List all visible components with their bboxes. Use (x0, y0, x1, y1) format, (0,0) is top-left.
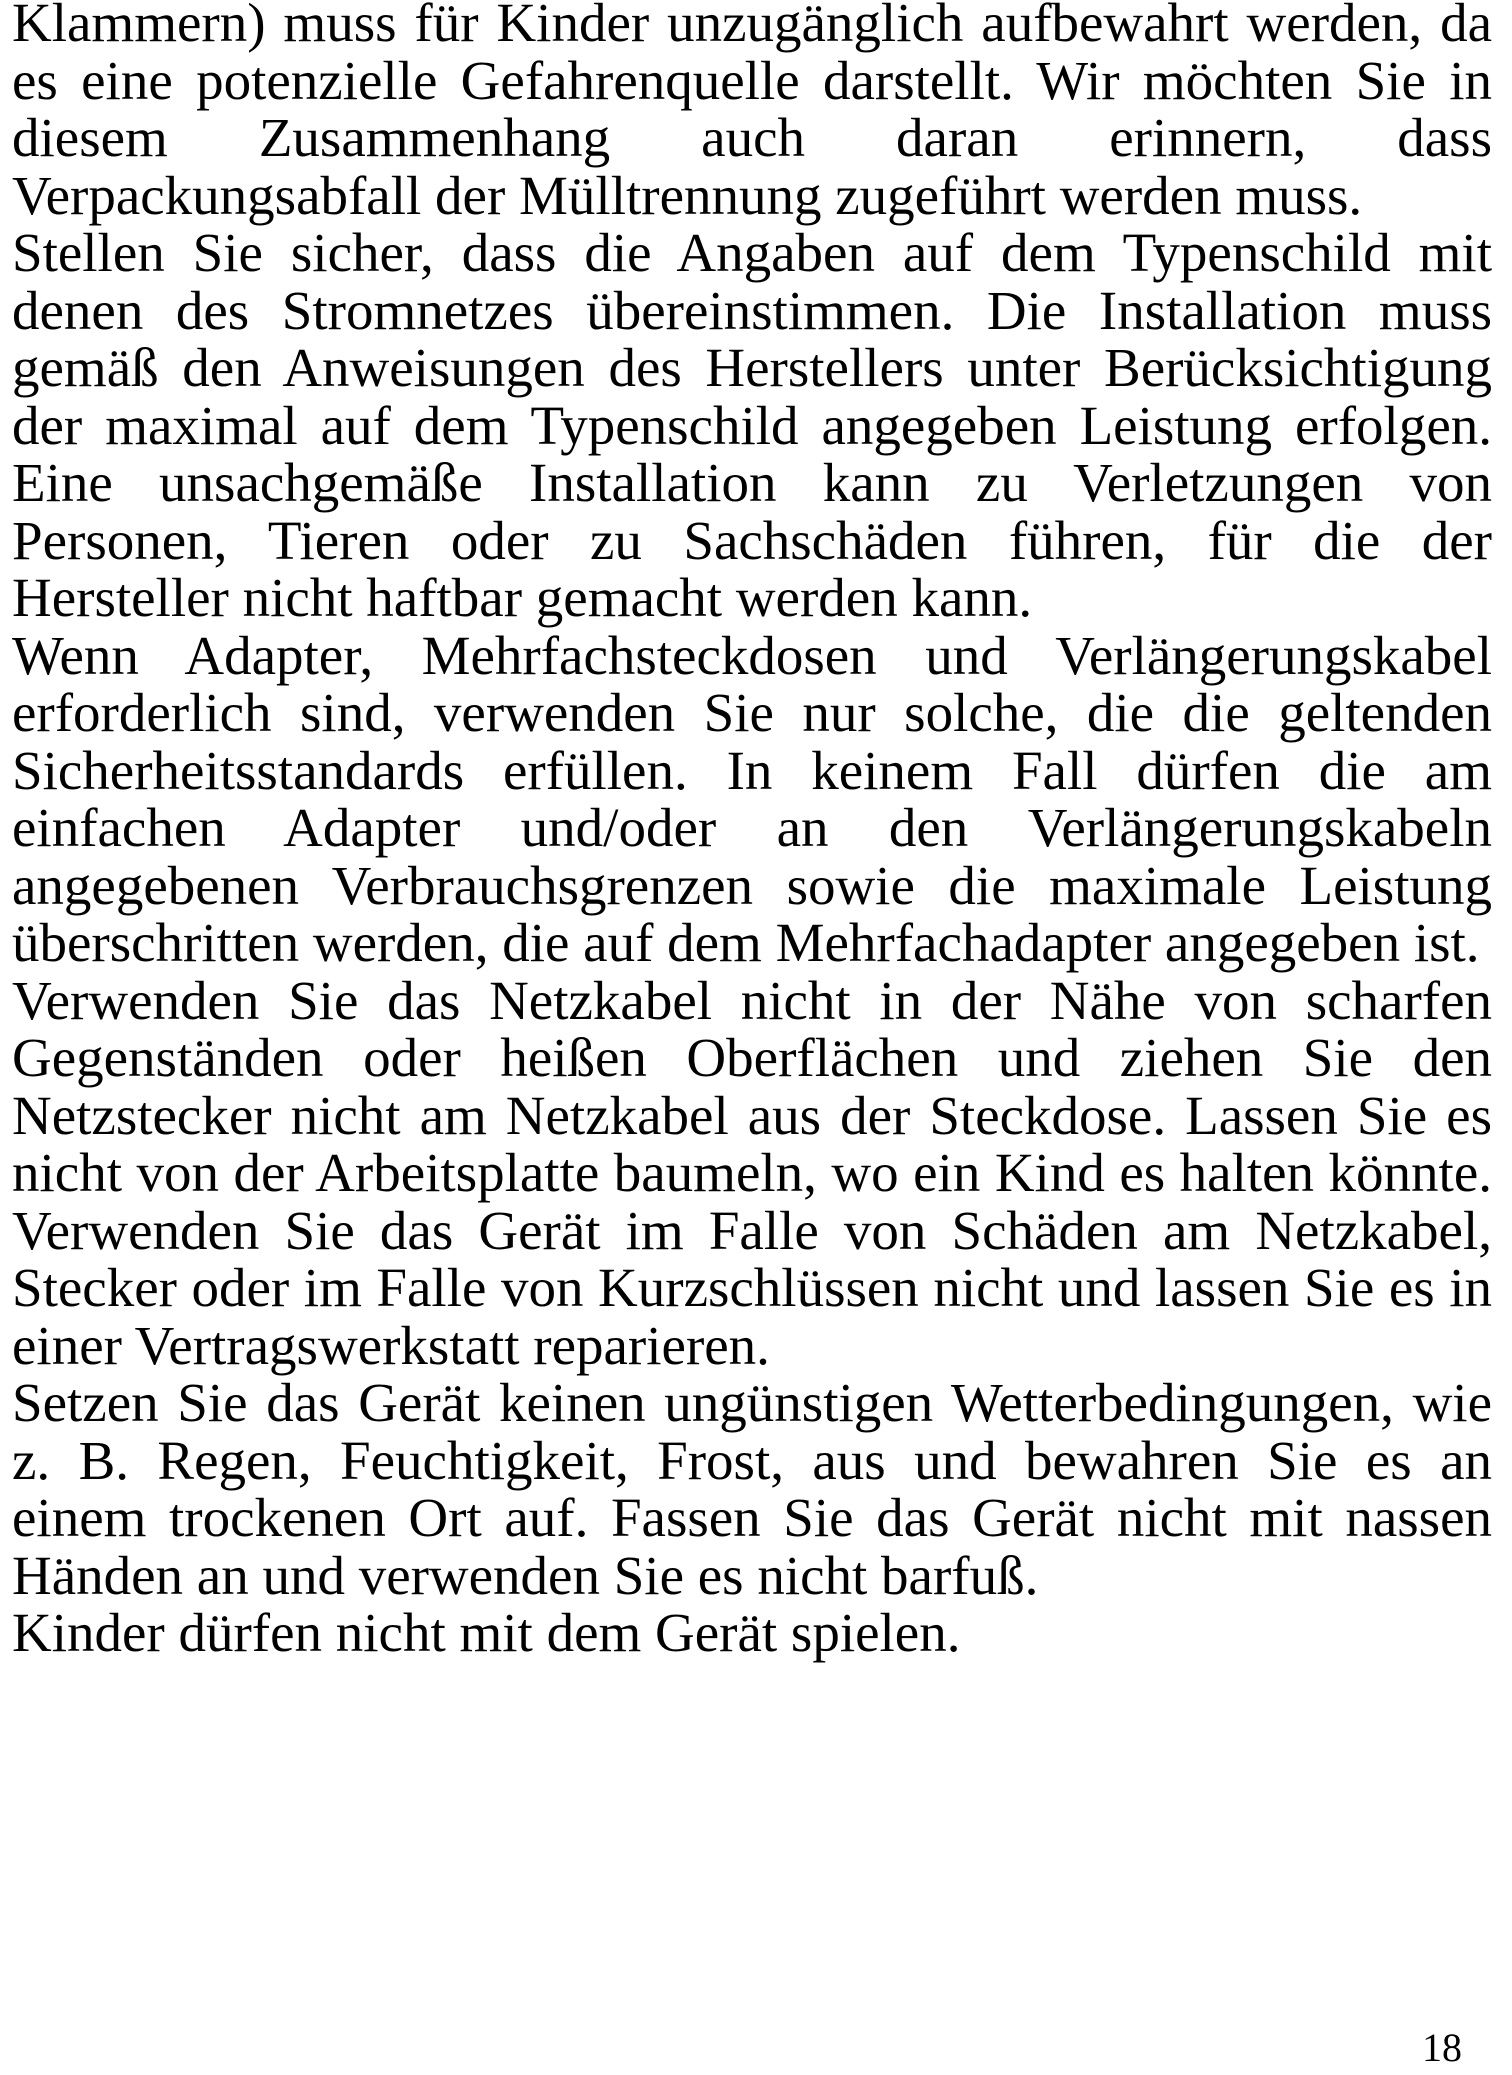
paragraph-power-cord: Verwenden Sie das Netzkabel nicht in der Nähe von scharfen Gegenständen oder heißen Oberflächen und ziehen Sie den Netzstecker nicht am Netzkabel aus der Steckdose. Lassen Sie es nicht von der Arbeitsplatte baumeln, wo ein Kind es halten könnte. Verwenden Sie das Gerät im Falle von Schäden am Netzkabel, Stecker oder im Falle von Kurzschlüssen nicht und lassen Sie es in einer Vertragswerkstatt reparieren. (12, 969, 1492, 1376)
page-number: 18 (1422, 2025, 1462, 2070)
paragraph-adapters: Wenn Adapter, Mehrfachsteckdosen und Verlängerungskabel erforderlich sind, verwenden Sie nur solche, die die geltenden Sicherheitsstandards erfüllen. In keinem Fall dürfen die am einfachen Adapter und/oder an den Verlängerungskabeln angegebenen Verbrauchsgrenzen sowie die maximale Leistung überschritten werden, die auf dem Mehrfachadapter angegeben ist. (12, 624, 1492, 973)
paragraph-children: Kinder dürfen nicht mit dem Gerät spielen. (12, 1602, 961, 1663)
body-text (12, 0, 1492, 1662)
paragraph-installation: Stellen Sie sicher, dass die Angaben auf dem Typenschild mit denen des Stromnetzes übereinstimmen. Die Installation muss gemäß den Anweisungen des Herstellers unter Berücksichtigung der maximal auf dem Typenschild angegeben Leistung erfolgen. Eine unsachgemäße Installation kann zu Verletzungen von Personen, Tieren oder zu Sachschäden führen, für die der Hersteller nicht haftbar gemacht werden kann. (12, 222, 1492, 628)
paragraph-packaging: Klammern) muss für Kinder unzugänglich aufbewahrt werden, da es eine potenzielle Gefahrenquelle darstellt. Wir möchten Sie in diesem Zusammenhang auch daran erinnern, dass Verpackungsabfall der Mülltrennung zugeführt werden muss. (12, 0, 1492, 226)
paragraph-weather: Setzen Sie das Gerät keinen ungünstigen Wetterbedingungen, wie z. B. Regen, Feuchtigkeit, Frost, aus und bewahren Sie es an einem trockenen Ort auf. Fassen Sie das Gerät nicht mit nassen Händen an und verwenden Sie es nicht barfuß. (12, 1372, 1492, 1606)
